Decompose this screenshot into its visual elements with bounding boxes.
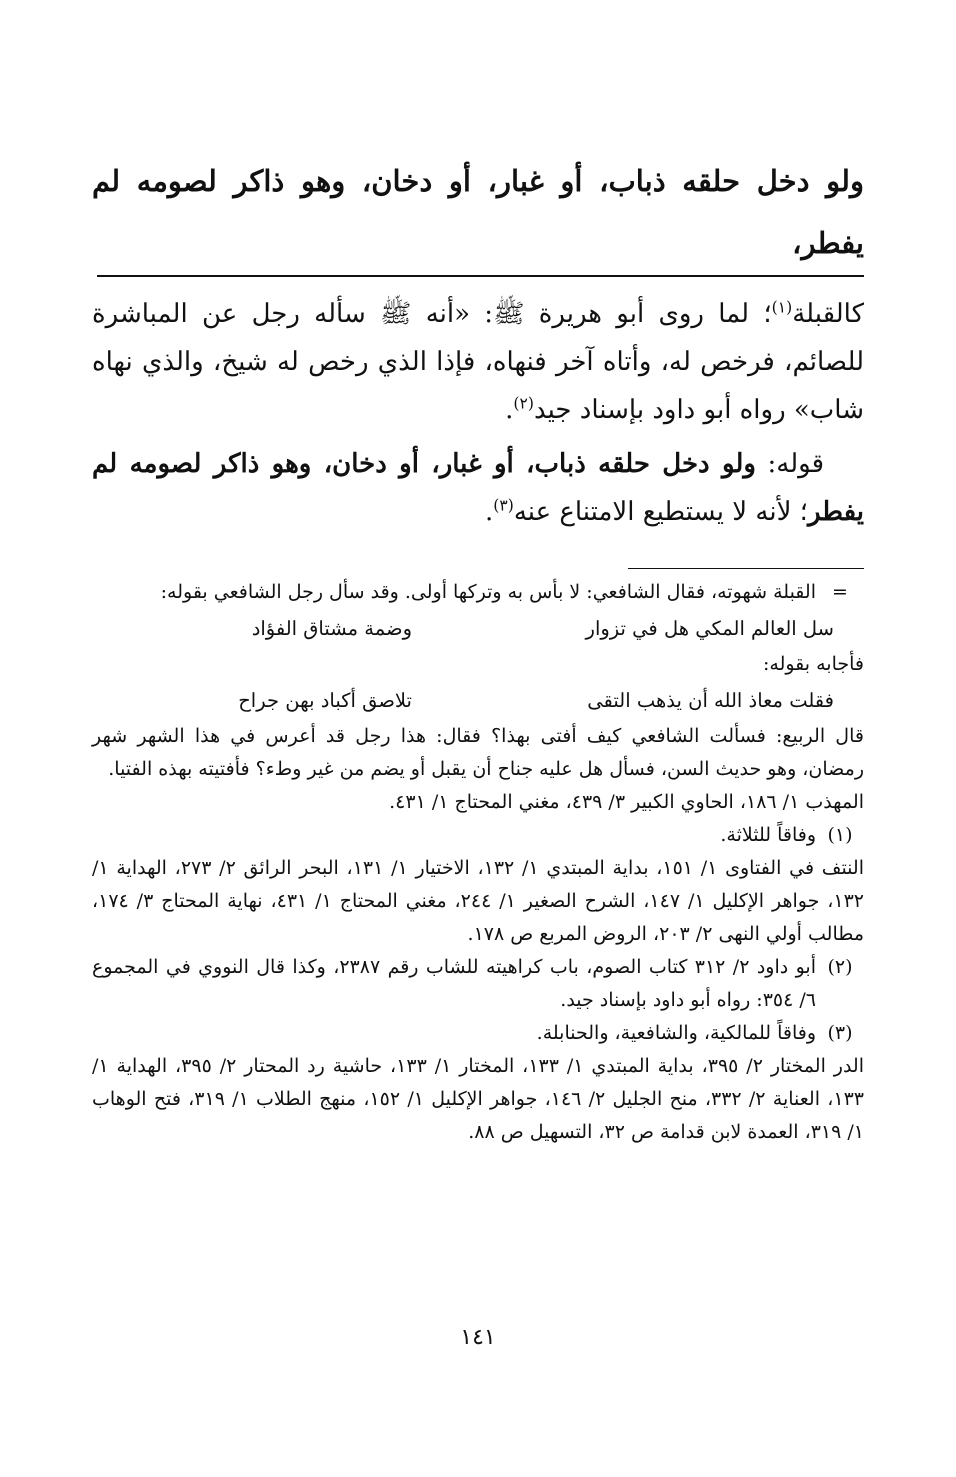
footnote-number: (١) (827, 824, 853, 846)
poem-verse-1 (92, 612, 864, 645)
footnote-references: النتف في الفتاوى ١/ ١٥١، بداية المبتدي ١/ ١٣٢، الاختيار ١/ ١٣١، البحر الرائق ٢/ ٢٧٣، الهداية ١/ ١٣٢، جواهر الإكليل ١/ ١٤٧، الشرح الصغير ١/ ٢٤٤، مغني المحتاج ١/ ٤٣١، نهاية المحتاج ٣/ ١٧٤، مطالب أولي النهى ٢/ ٢٠٣، الروض المربع ص ١٧٨. (92, 857, 865, 945)
verse-hemistich: تلاصق أكباد بهن جراح (238, 689, 412, 712)
footnote-1 (92, 819, 864, 852)
footnote-text: أبو داود ٢/ ٣١٢ كتاب الصوم، باب كراهيته للشاب رقم ٢٣٨٧، وكذا قال النووي في المجموع ٦/ ٣٥٤: رواه أبو داود بإسناد جيد. (92, 956, 816, 1011)
footnote-separator (628, 568, 864, 569)
footnote-text: قال الربيع: فسألت الشافعي كيف أفتى بهذا؟ فقال: هذا رجل قد أعرس في هذا الشهر شهر رمضان، وهو حديث السن، فسأل هل عليه جناح أن يقبل أو يضم من غير وطء؟ فأفتيته بهذه الفتيا. (92, 725, 864, 780)
footnote-text: وفاقاً للمالكية، والشافعية، والحنابلة. (536, 1022, 816, 1044)
footnote-2 (92, 951, 864, 1017)
heading-divider (97, 275, 864, 277)
text-run: قوله: (755, 449, 824, 479)
commentary-paragraph-1 (92, 290, 864, 434)
footnote-references: الدر المختار ٢/ ٣٩٥، بداية المبتدي ١/ ١٣٣، المختار ١/ ١٣٣، حاشية رد المحتار ٢/ ٣٩٥، الهداية ١/ ١٣٣، العناية ٢/ ٣٣٢، منح الجليل ٢/ ١٤٦، جواهر الإكليل ١/ ١٥٢، منهج الطلاب ١/ ٣١٩، فتح الوهاب ١/ ٣١٩، العمدة لابن قدامة ص ٣٢، التسهيل ص ٨٨. (92, 1055, 864, 1143)
footnotes (92, 576, 864, 1149)
footnote-ref-1[interactable]: (١) (771, 298, 793, 317)
verse-hemistich: فقلت معاذ الله أن يذهب التقى (587, 689, 834, 712)
footnote-ref-2[interactable]: (٢) (513, 394, 534, 413)
footnote-text: القبلة شهوته، فقال الشافعي: لا بأس به وتركها أولى. وقد سأل رجل الشافعي بقوله: (160, 581, 816, 603)
footnote-3 (92, 1017, 864, 1050)
commentary-paragraph-2 (92, 440, 864, 536)
footnote-references: المهذب ١/ ١٨٦، الحاوي الكبير ٣/ ٤٣٩، مغني المحتاج ١/ ٤٣١. (389, 791, 864, 813)
poem-verse-2 (92, 684, 864, 717)
quoted-matn: ولو دخل حلقه ذباب، أو غبار، أو دخان، وهو ذاكر لصومه لم يفطر (92, 449, 864, 527)
page-number: ١٤١ (460, 1325, 496, 1350)
footnote-continuation (92, 576, 864, 609)
footnote-ref-3[interactable]: (٣) (493, 496, 514, 515)
footnote-text: وفاقاً للثلاثة. (720, 824, 816, 846)
text-run: ؛ لما روى أبو هريرة ﷺ: «أنه ﷺ سأله رجل عن المباشرة للصائم، فرخص له، وأتاه آخر فنهاه، فإذا الذي رخص له شيخ، والذي نهاه شاب» رواه أبو داود بإسناد جيد (92, 299, 864, 425)
commentary-body (92, 290, 864, 536)
footnote-number: (٣) (827, 1022, 853, 1044)
verse-hemistich: وضمة مشتاق الفؤاد (251, 617, 412, 640)
text-run: كالقبلة (792, 299, 864, 329)
matn-heading: ولو دخل حلقه ذباب، أو غبار، أو دخان، وهو ذاكر لصومه لم يفطر، (92, 164, 864, 260)
verse-hemistich: سل العالم المكي هل في تزوار (585, 617, 834, 640)
footnote-text: فأجابه بقوله: (762, 653, 864, 675)
text-run: ؛ لأنه لا يستطيع الامتناع عنه (513, 497, 808, 527)
text-run: . (505, 395, 514, 425)
continuation-mark: = (832, 581, 848, 603)
footnote-number: (٢) (827, 956, 853, 978)
text-run: . (484, 497, 494, 527)
